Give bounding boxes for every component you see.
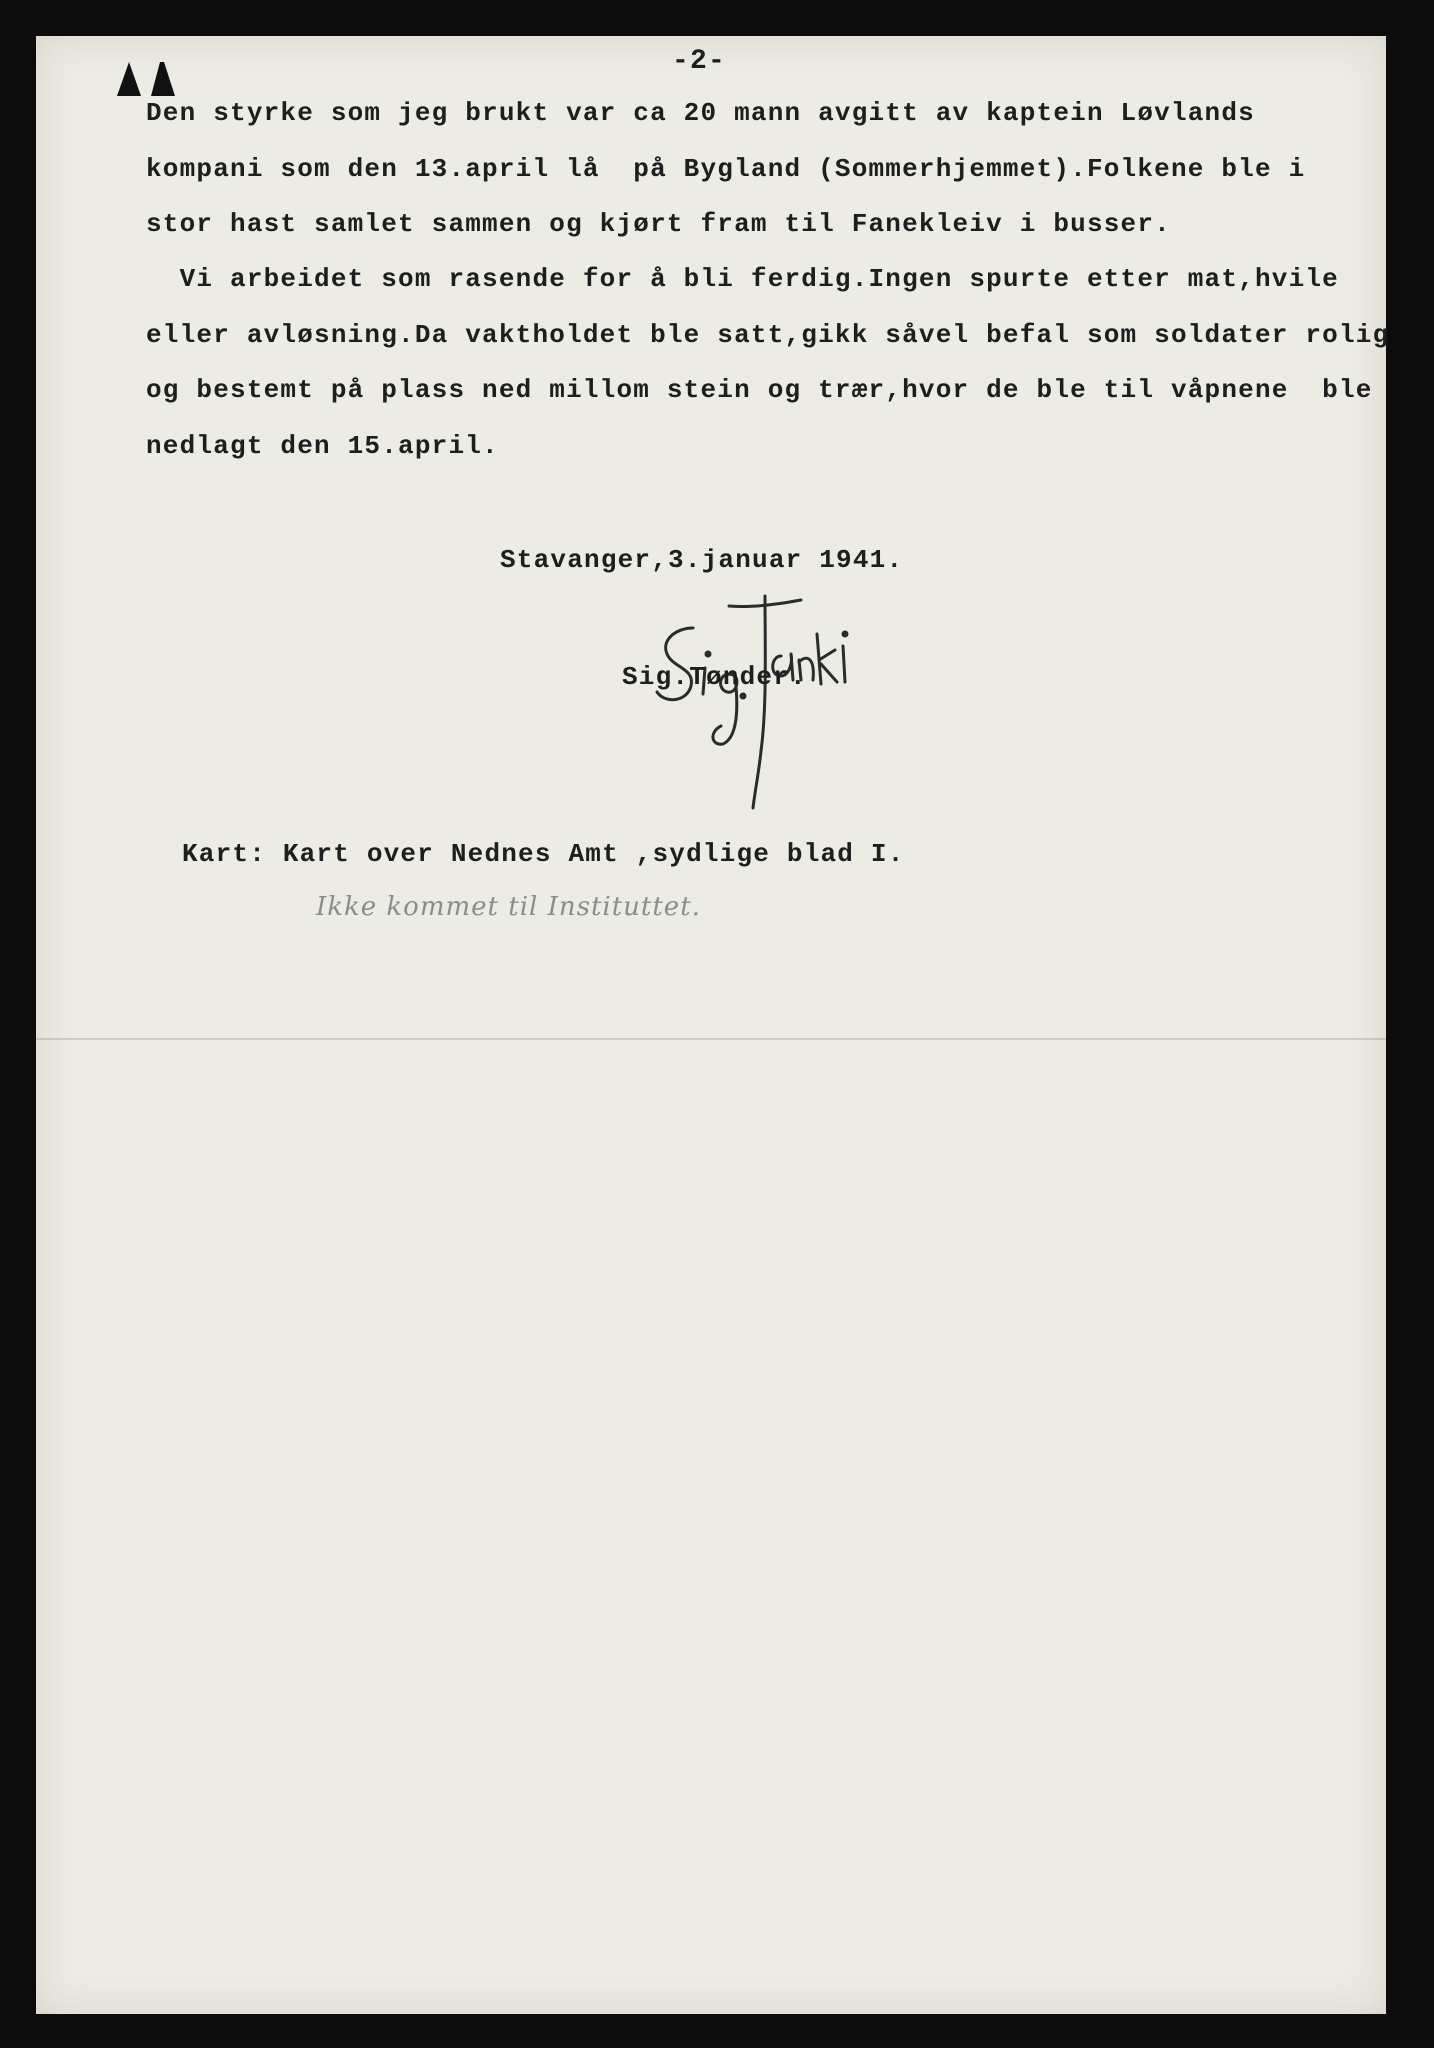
typed-signature-name: Sig.Tønder. (622, 662, 807, 692)
paragraph-2-line: nedlagt den 15.april. (146, 431, 499, 461)
paper-sheet (36, 36, 1390, 2014)
paragraph-2-line: og bestemt på plass ned millom stein og trær,hvor de ble til våpnene ble (146, 375, 1373, 405)
paragraph-1-line: kompani som den 13.april lå på Bygland (Sommerhjemmet).Folkene ble i (146, 154, 1306, 184)
paragraph-2-line: eller avløsning.Da vaktholdet ble satt,gikk såvel befal som soldater rolig (146, 320, 1390, 350)
handwritten-signature (631, 576, 881, 816)
paragraph-2-line: Vi arbeidet som rasende for å bli ferdig.Ingen spurte etter mat,hvile (146, 264, 1339, 294)
place-and-date: Stavanger,3.januar 1941. (500, 545, 904, 575)
handwritten-pencil-note: Ikke kommet til Instituttet. (316, 892, 701, 922)
paragraph-1-line: stor hast samlet sammen og kjørt fram til Fanekleiv i busser. (146, 209, 1171, 239)
paper-fold-line (36, 1038, 1386, 1040)
page-number: -2- (672, 46, 727, 77)
archive-corner-mark-icon (114, 60, 144, 100)
map-note: Kart: Kart over Nednes Amt ,sydlige blad I. (182, 839, 905, 869)
archive-corner-mark-icon (148, 60, 178, 100)
paragraph-1-line: Den styrke som jeg brukt var ca 20 mann avgitt av kaptein Løvlands (146, 98, 1255, 128)
